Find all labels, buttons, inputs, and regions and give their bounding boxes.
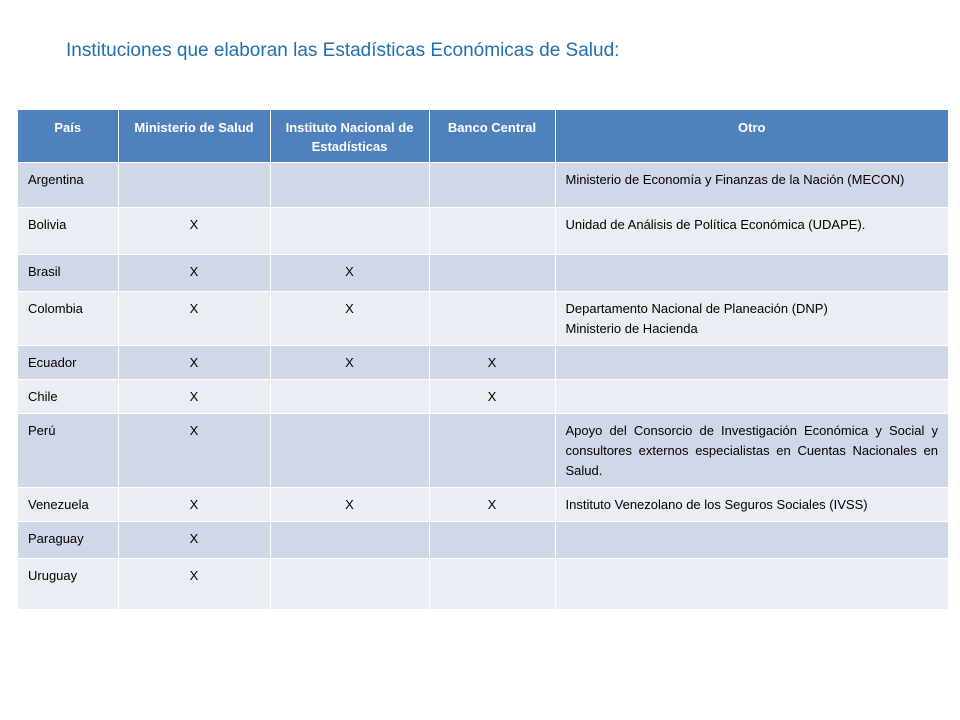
cell-pais: Argentina bbox=[18, 163, 118, 208]
table-header-row bbox=[18, 110, 948, 163]
cell-otro bbox=[555, 255, 948, 292]
cell-banco: X bbox=[429, 488, 555, 522]
header-instituto-nacional: Instituto Nacional de Estadísticas bbox=[270, 110, 429, 163]
cell-banco: X bbox=[429, 346, 555, 380]
cell-pais: Perú bbox=[18, 414, 118, 488]
table-row bbox=[18, 346, 948, 380]
cell-pais: Ecuador bbox=[18, 346, 118, 380]
cell-instituto bbox=[270, 414, 429, 488]
cell-otro bbox=[555, 380, 948, 414]
cell-instituto: X bbox=[270, 346, 429, 380]
cell-instituto: X bbox=[270, 488, 429, 522]
cell-otro: Ministerio de Economía y Finanzas de la Nación (MECON) bbox=[555, 163, 948, 208]
cell-instituto bbox=[270, 380, 429, 414]
table-row bbox=[18, 163, 948, 208]
cell-ministerio: X bbox=[118, 522, 270, 559]
table-row bbox=[18, 522, 948, 559]
cell-pais: Bolivia bbox=[18, 208, 118, 255]
cell-instituto bbox=[270, 163, 429, 208]
cell-otro bbox=[555, 346, 948, 380]
table-row bbox=[18, 255, 948, 292]
header-pais: País bbox=[18, 110, 118, 163]
page-title: Instituciones que elaboran las Estadísticas Económicas de Salud: bbox=[66, 40, 620, 61]
cell-ministerio: X bbox=[118, 380, 270, 414]
cell-banco bbox=[429, 292, 555, 346]
cell-instituto: X bbox=[270, 292, 429, 346]
cell-otro: Apoyo del Consorcio de Investigación Económica y Social y consultores externos especialistas en Cuentas Nacionales en Salud. bbox=[555, 414, 948, 488]
cell-instituto: X bbox=[270, 255, 429, 292]
cell-banco bbox=[429, 522, 555, 559]
table-row bbox=[18, 380, 948, 414]
cell-pais: Paraguay bbox=[18, 522, 118, 559]
cell-ministerio: X bbox=[118, 414, 270, 488]
cell-instituto bbox=[270, 559, 429, 609]
cell-ministerio: X bbox=[118, 488, 270, 522]
cell-banco bbox=[429, 208, 555, 255]
header-otro: Otro bbox=[555, 110, 948, 163]
cell-otro bbox=[555, 522, 948, 559]
cell-ministerio: X bbox=[118, 208, 270, 255]
header-ministerio-salud: Ministerio de Salud bbox=[118, 110, 270, 163]
cell-pais: Brasil bbox=[18, 255, 118, 292]
cell-otro: Unidad de Análisis de Política Económica (UDAPE). bbox=[555, 208, 948, 255]
cell-ministerio bbox=[118, 163, 270, 208]
cell-pais: Chile bbox=[18, 380, 118, 414]
cell-instituto bbox=[270, 522, 429, 559]
cell-otro-line: Departamento Nacional de Planeación (DNP) bbox=[565, 301, 828, 316]
table-row bbox=[18, 559, 948, 609]
cell-ministerio: X bbox=[118, 559, 270, 609]
cell-instituto bbox=[270, 208, 429, 255]
cell-pais: Venezuela bbox=[18, 488, 118, 522]
cell-banco bbox=[429, 255, 555, 292]
header-banco-central: Banco Central bbox=[429, 110, 555, 163]
cell-otro bbox=[555, 292, 948, 346]
cell-otro bbox=[555, 559, 948, 609]
cell-banco bbox=[429, 163, 555, 208]
cell-ministerio: X bbox=[118, 346, 270, 380]
cell-banco bbox=[429, 414, 555, 488]
table-row bbox=[18, 414, 948, 488]
cell-banco: X bbox=[429, 380, 555, 414]
cell-otro: Instituto Venezolano de los Seguros Sociales (IVSS) bbox=[555, 488, 948, 522]
table-row bbox=[18, 292, 948, 346]
table-row bbox=[18, 208, 948, 255]
cell-ministerio: X bbox=[118, 255, 270, 292]
table-row bbox=[18, 488, 948, 522]
cell-otro-line: Ministerio de Hacienda bbox=[565, 321, 698, 336]
cell-ministerio: X bbox=[118, 292, 270, 346]
institutions-table bbox=[18, 110, 948, 609]
cell-banco bbox=[429, 559, 555, 609]
cell-pais: Colombia bbox=[18, 292, 118, 346]
cell-pais: Uruguay bbox=[18, 559, 118, 609]
institutions-table-container bbox=[18, 110, 948, 609]
